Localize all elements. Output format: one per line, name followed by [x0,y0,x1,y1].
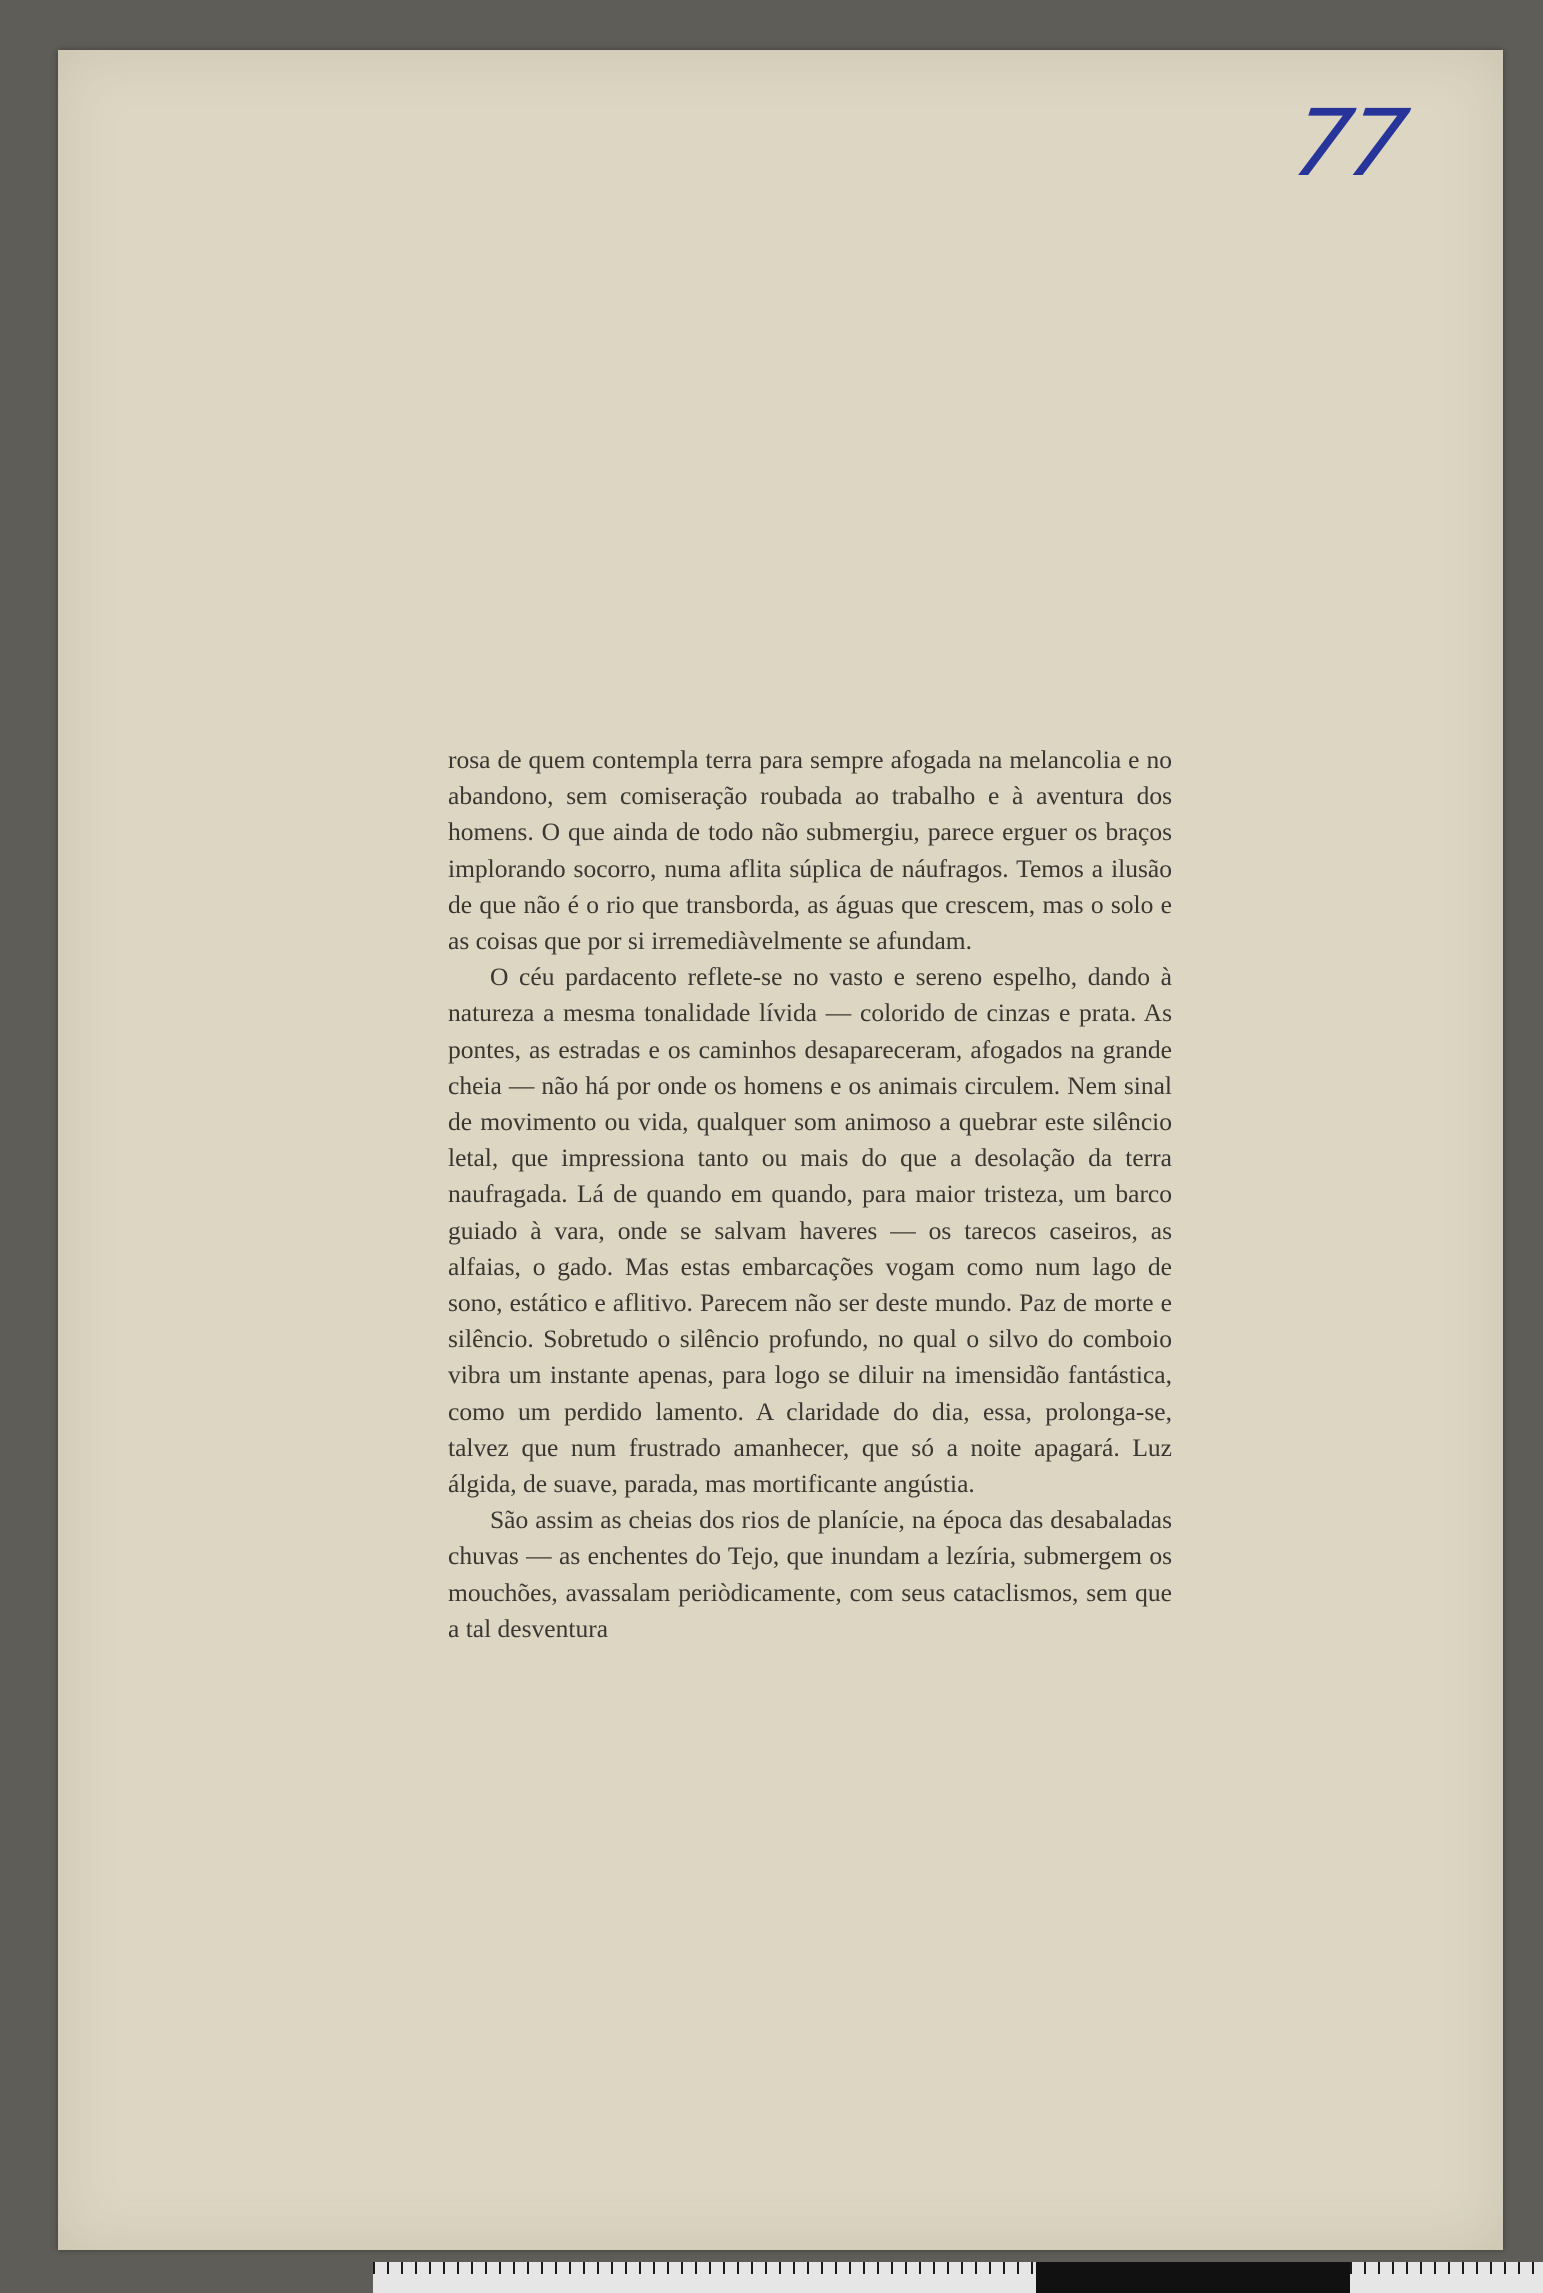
ruler-tick-segment [1350,2262,1543,2293]
scale-ruler [373,2262,1543,2293]
paragraph: São assim as cheias dos rios de planície, na época das desabaladas chuvas — as enchentes do Tejo, que inundam a lezíria, submergem os mouchões, avassalam periòdicamente, com seus cataclismos, sem que a tal desventura [448,1505,1172,1643]
document-page [58,50,1503,2250]
body-text [448,742,1172,1647]
paragraph: rosa de quem contempla terra para sempre afogada na melancolia e no abandono, sem comiseração roubada ao trabalho e à aventura dos homens. O que ainda de todo não submergiu, parece erguer os braços implorando socorro, numa aflita súplica de náufragos. Temos a ilusão de que não é o rio que transborda, as águas que crescem, mas o solo e as coisas que por si irremediàvelmente se afundam. [448,745,1172,956]
page-number-handwritten: 77 [1286,90,1411,197]
ruler-black-segment [1036,2262,1350,2293]
paragraph: O céu pardacento reflete-se no vasto e sereno espelho, dando à natureza a mesma tonalidade lívida — colorido de cinzas e prata. As pontes, as estradas e os caminhos desapareceram, afogados na grande cheia — não há por onde os homens e os animais circulem. Nem sinal de movimento ou vida, qualquer som animoso a quebrar este silêncio letal, que impressiona tanto ou mais do que a desolação da terra naufragada. Lá de quando em quando, para maior tristeza, um barco guiado à vara, onde se salvam haveres — os tarecos caseiros, as alfaias, o gado. Mas estas embarcações vogam como num lago de sono, estático e aflitivo. Parecem não ser deste mundo. Paz de morte e silêncio. Sobretudo o silêncio profundo, no qual o silvo do comboio vibra um instante apenas, para logo se diluir na imensidão fantástica, como um perdido lamento. A claridade do dia, essa, prolonga-se, talvez que num frustrado amanhecer, que só a noite apagará. Luz álgida, de suave, parada, mas mortificante angústia. [448,962,1172,1499]
